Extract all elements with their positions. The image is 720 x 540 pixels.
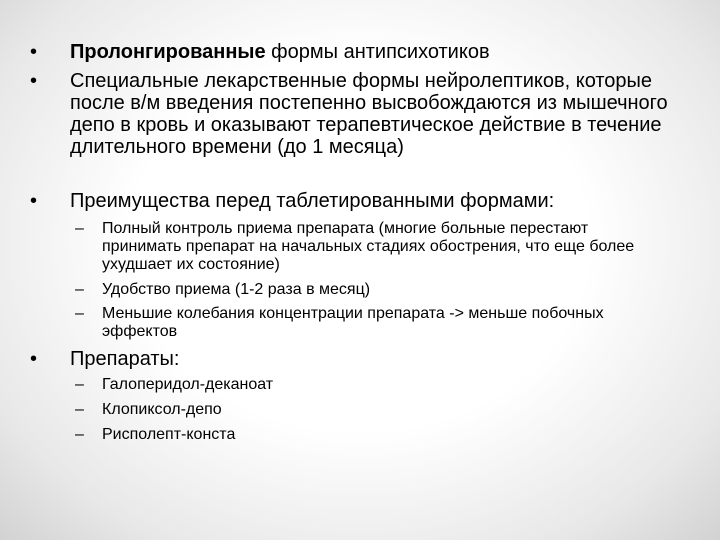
bullet-item-definition <box>30 70 670 158</box>
bullet-text <box>70 41 700 63</box>
sub-item-text: Удобство приема (1-2 раза в месяц) <box>102 281 371 298</box>
sub-item-fluctuations <box>75 305 655 341</box>
sub-item-text: Полный контроль приема препарата (многие больные перестают принимать препарат на начальных стадиях обострения, что еще более ухудшает их состояние) <box>102 220 635 273</box>
bullet-marker: • <box>30 190 38 212</box>
dash-marker: – <box>75 281 84 298</box>
bullet-marker: • <box>30 348 38 370</box>
bullet-item-advantages <box>30 190 700 212</box>
bullet-text-rest: формы антипсихотиков <box>265 41 490 63</box>
dash-marker: – <box>75 426 84 443</box>
bullet-item-long-acting <box>30 41 700 63</box>
bullet-text: Препараты: <box>70 348 180 370</box>
sub-item-text: Клопиксол-депо <box>102 401 222 418</box>
sub-item-text: Галоперидол-деканоат <box>102 376 274 393</box>
sub-item-rispolept <box>75 426 675 444</box>
dash-marker: – <box>75 401 84 418</box>
dash-marker: – <box>75 376 84 393</box>
sub-item-text: Меньшие колебания концентрации препарата -> меньше побочных эффектов <box>102 305 604 340</box>
bullet-marker: • <box>30 41 38 63</box>
dash-marker: – <box>75 220 84 237</box>
sub-item-haloperidol <box>75 376 675 394</box>
sub-item-clopixol <box>75 401 675 419</box>
bullet-marker: • <box>30 70 38 92</box>
sub-item-full-control <box>75 220 655 274</box>
bullet-text: Преимущества перед таблетированными формами: <box>70 190 555 212</box>
sub-item-text: Рисполепт-конста <box>102 426 236 443</box>
bullet-text: Специальные лекарственные формы нейролептиков, которые после в/м введения постепенно высвобождаются из мышечного депо в кровь и оказывают терапевтическое действие в течение длительного времени (до 1 месяца) <box>70 70 668 158</box>
bold-term: Пролонгированные <box>70 41 266 63</box>
dash-marker: – <box>75 305 84 322</box>
bullet-item-drugs <box>30 348 700 370</box>
sub-item-convenience <box>75 281 675 299</box>
